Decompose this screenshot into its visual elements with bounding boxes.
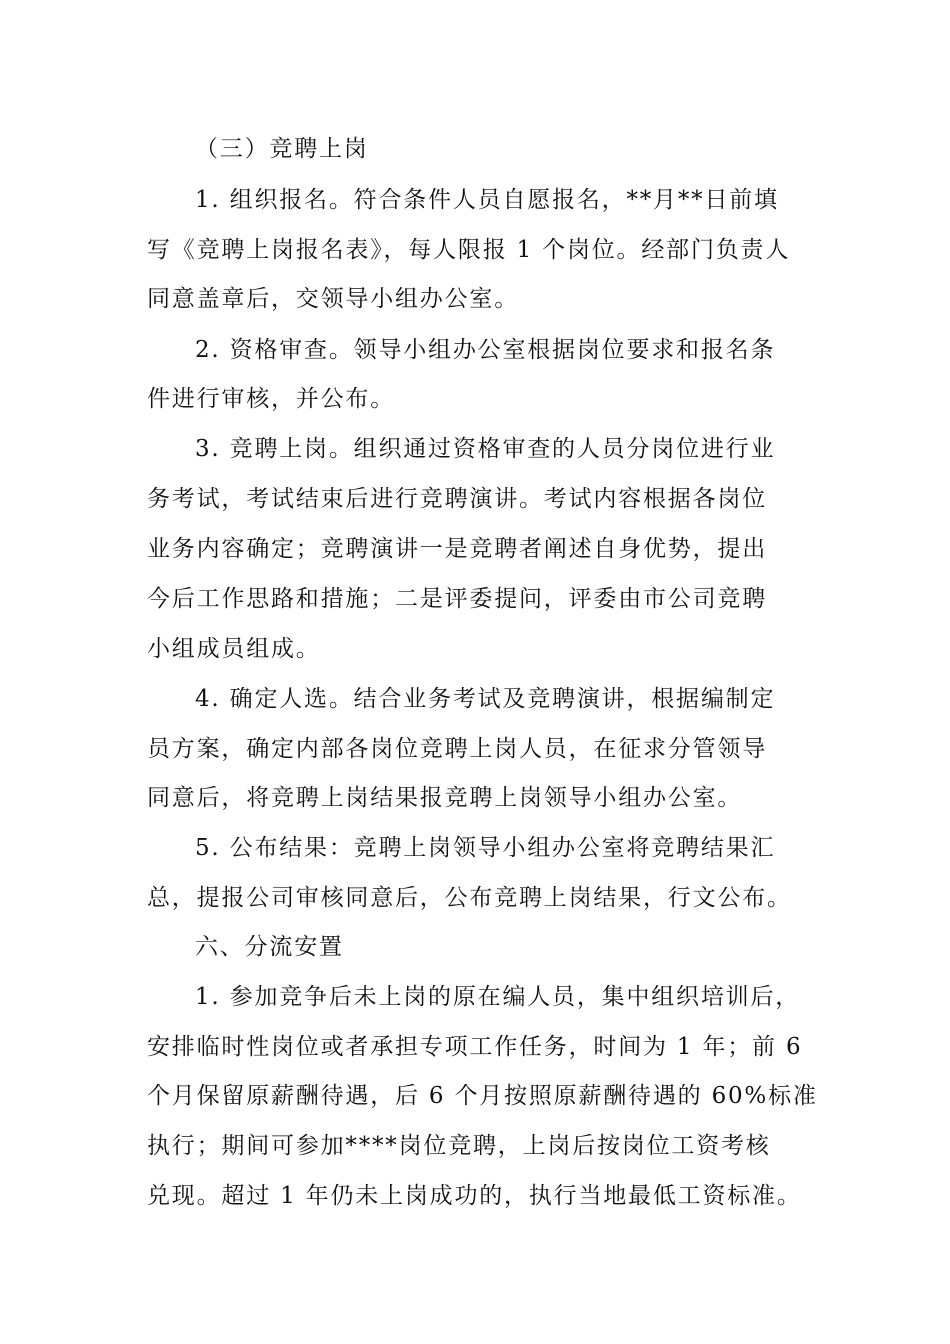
paragraph-line: 3. 竞聘上岗。组织通过资格审查的人员分岗位进行业: [195, 436, 776, 462]
paragraph-line: 件进行审核，并公布。: [147, 386, 395, 412]
paragraph-line: 今后工作思路和措施；二是评委提问，评委由市公司竞聘: [147, 586, 767, 612]
paragraph-line: 4. 确定人选。结合业务考试及竞聘演讲，根据编制定: [195, 686, 776, 712]
paragraph-line: 写《竞聘上岗报名表》，每人限报 1 个岗位。经部门负责人: [147, 237, 791, 263]
paragraph-line: 1. 组织报名。符合条件人员自愿报名，**月**日前填: [195, 187, 779, 213]
paragraph-line: 1. 参加竞争后未上岗的原在编人员，集中组织培训后，: [195, 984, 801, 1010]
section-heading-diversion-placement: 六、分流安置: [195, 934, 344, 960]
paragraph-line: 务考试，考试结束后进行竞聘演讲。考试内容根据各岗位: [147, 486, 767, 512]
paragraph-line: 安排临时性岗位或者承担专项工作任务，时间为 1 年；前 6: [147, 1034, 803, 1060]
paragraph-line: 业务内容确定；竞聘演讲一是竞聘者阐述自身优势，提出: [147, 536, 767, 562]
paragraph-line: 执行；期间可参加****岗位竞聘，上岗后按岗位工资考核: [147, 1133, 771, 1159]
paragraph-line: 总，提报公司审核同意后，公布竞聘上岗结果，行文公布。: [147, 885, 792, 911]
paragraph-line: 个月保留原薪酬待遇，后 6 个月按照原薪酬待遇的 60%标准: [147, 1083, 818, 1109]
paragraph-line: 2. 资格审查。领导小组办公室根据岗位要求和报名条: [195, 337, 776, 363]
paragraph-line: 同意盖章后，交领导小组办公室。: [147, 286, 519, 312]
section-heading-competitive-recruitment: （三）竞聘上岗: [195, 136, 369, 162]
paragraph-line: 员方案，确定内部各岗位竞聘上岗人员，在征求分管领导: [147, 736, 767, 762]
paragraph-line: 兑现。超过 1 年仍未上岗成功的，执行当地最低工资标准。: [147, 1183, 802, 1209]
paragraph-line: 同意后，将竞聘上岗结果报竞聘上岗领导小组办公室。: [147, 785, 743, 811]
paragraph-line: 5. 公布结果：竞聘上岗领导小组办公室将竞聘结果汇: [195, 835, 776, 861]
paragraph-line: 小组成员组成。: [147, 636, 321, 662]
